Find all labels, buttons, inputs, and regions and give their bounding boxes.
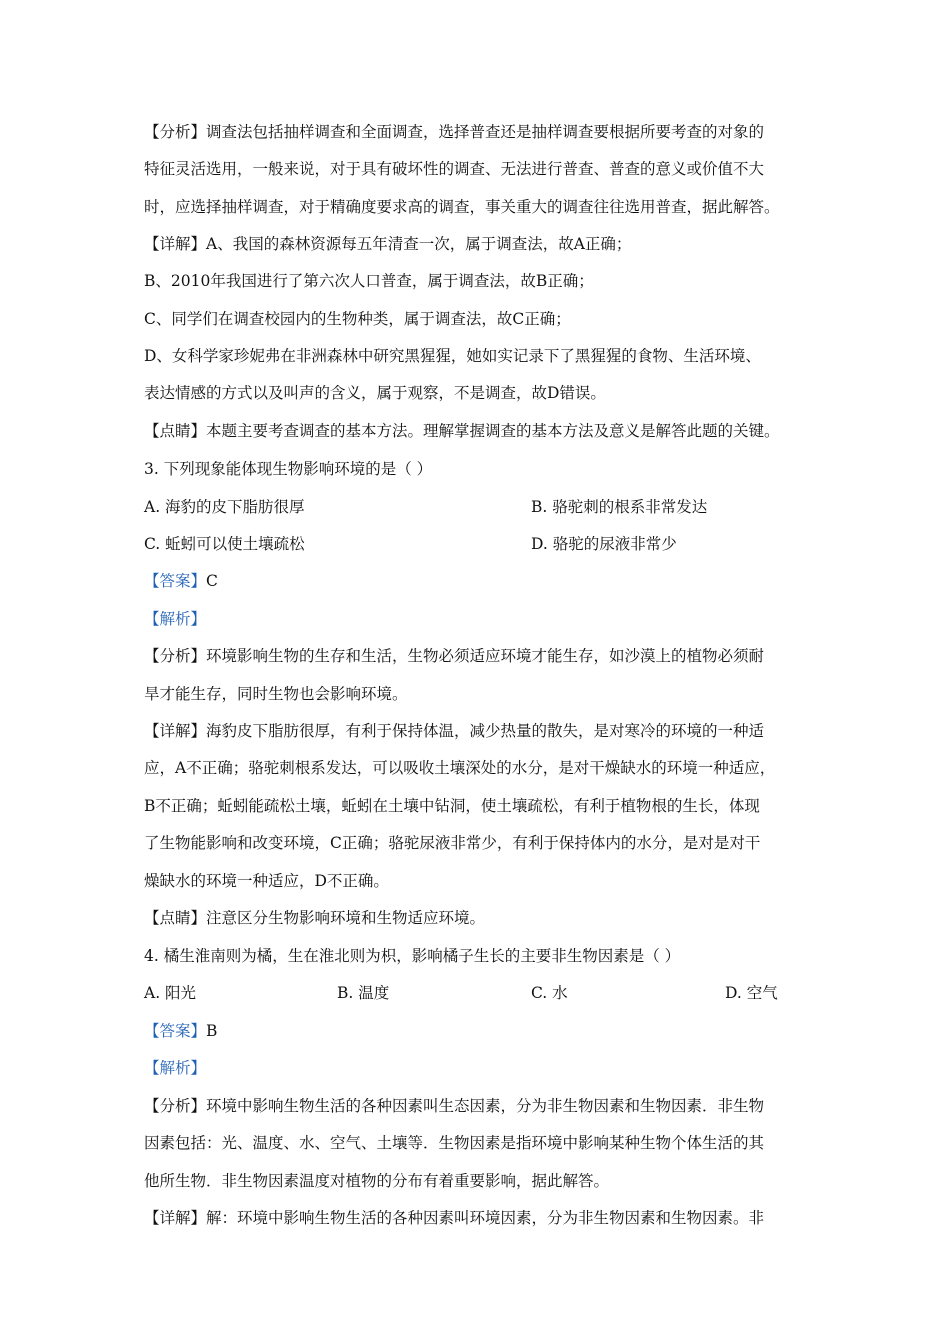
- q4-answer: [144, 1020, 217, 1042]
- q2-analysis-line-1: 【分析】调查法包括抽样调查和全面调查，选择普查还是抽样调查要根据所要考查的对象的: [144, 123, 765, 141]
- q4-option-d: D. 空气: [725, 984, 778, 1002]
- q3-answer: [144, 570, 218, 592]
- q4-analysis-line-2: 因素包括：光、温度、水、空气、土壤等．生物因素是指环境中影响某种生物个体生活的其: [144, 1134, 765, 1152]
- q4-detail-line-1: 【详解】解：环境中影响生物生活的各种因素叫环境因素，分为非生物因素和生物因素。非: [144, 1209, 765, 1227]
- q2-comment: 【点睛】本题主要考查调查的基本方法。理解掌握调查的基本方法及意义是解答此题的关键。: [144, 422, 780, 440]
- q3-answer-label: 【答案】: [144, 572, 207, 590]
- q3-option-a: A. 海豹的皮下脂肪很厚: [144, 498, 305, 516]
- q2-detail-line-1: 【详解】A、我国的森林资源每五年清查一次，属于调查法，故A正确；: [144, 235, 632, 253]
- q4-option-c: C. 水: [531, 984, 568, 1002]
- q3-option-c: C. 蚯蚓可以使土壤疏松: [144, 535, 305, 553]
- q2-analysis-line-2: 特征灵活选用，一般来说，对于具有破坏性的调查、无法进行普查、普查的意义或价值不大: [144, 160, 765, 178]
- q4-answer-value: B: [206, 1022, 218, 1040]
- q3-explain-label: 【解析】: [144, 610, 207, 628]
- q3-option-b: B. 骆驼刺的根系非常发达: [531, 498, 708, 516]
- q3-detail-line-3: B不正确；蚯蚓能疏松土壤，蚯蚓在土壤中钻洞，使土壤疏松，有利于植物根的生长，体现: [144, 797, 760, 815]
- q3-detail-line-2: 应，A不正确；骆驼刺根系发达，可以吸收土壤深处的水分，是对干燥缺水的环境一种适应，: [144, 759, 776, 777]
- q4-analysis-line-1: 【分析】环境中影响生物生活的各种因素叫生态因素，分为非生物因素和生物因素．非生物: [144, 1097, 765, 1115]
- q3-detail-line-5: 燥缺水的环境一种适应，D不正确。: [144, 872, 389, 890]
- q3-answer-value: C: [206, 572, 218, 590]
- q4-explain-label: 【解析】: [144, 1059, 207, 1077]
- q3-analysis-line-1: 【分析】环境影响生物的生存和生活，生物必须适应环境才能生存，如沙漠上的植物必须耐: [144, 647, 765, 665]
- q2-detail-line-5: 表达情感的方式以及叫声的含义，属于观察，不是调查，故D错误。: [144, 384, 606, 402]
- q4-option-b: B. 温度: [337, 984, 390, 1002]
- q4-stem: 4. 橘生淮南则为橘，生在淮北则为枳，影响橘子生长的主要非生物因素是（ ）: [144, 947, 681, 965]
- q3-detail-line-1: 【详解】海豹皮下脂肪很厚，有利于保持体温，减少热量的散失，是对寒冷的环境的一种适: [144, 722, 765, 740]
- q3-comment: 【点睛】注意区分生物影响环境和生物适应环境。: [144, 909, 486, 927]
- q4-analysis-line-3: 他所生物．非生物因素温度对植物的分布有着重要影响，据此解答。: [144, 1172, 610, 1190]
- q2-detail-line-3: C、同学们在调查校园内的生物种类，属于调查法，故C正确；: [144, 310, 571, 328]
- q2-detail-line-4: D、女科学家珍妮弗在非洲森林中研究黑猩猩，她如实记录下了黑猩猩的食物、生活环境、: [144, 347, 761, 365]
- q3-analysis-line-2: 旱才能生存，同时生物也会影响环境。: [144, 685, 408, 703]
- q2-analysis-line-3: 时，应选择抽样调查，对于精确度要求高的调查，事关重大的调查往往选用普查，据此解答。: [144, 198, 780, 216]
- q3-stem: 3. 下列现象能体现生物影响环境的是（ ）: [144, 460, 433, 478]
- q3-detail-line-4: 了生物能影响和改变环境，C正确；骆驼尿液非常少，有利于保持体内的水分，是对是对干: [144, 834, 761, 852]
- q2-detail-line-2: B、2010年我国进行了第六次人口普查，属于调查法，故B正确；: [144, 272, 594, 290]
- q3-option-d: D. 骆驼的尿液非常少: [531, 535, 677, 553]
- q4-answer-label: 【答案】: [144, 1022, 207, 1040]
- q4-option-a: A. 阳光: [144, 984, 197, 1002]
